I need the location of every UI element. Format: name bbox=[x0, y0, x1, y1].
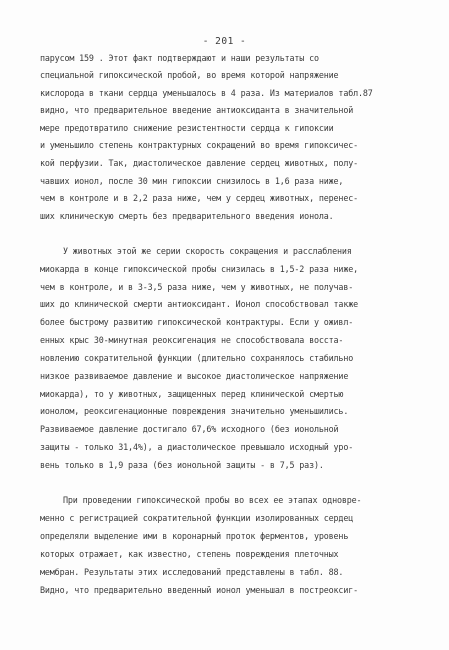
text-line: миокарда), то у животных, защищенных перед клинической смертью bbox=[40, 389, 344, 399]
text-line: ионолом, реоксигенационные повреждения значительно уменьшились. bbox=[40, 406, 349, 416]
text-line: низкое развиваемое давление и высокое диастолическое напряжение bbox=[40, 371, 349, 381]
text-line: чем в контроле и в 2,2 раза ниже, чем у сердец животных, перенес- bbox=[40, 193, 358, 203]
text-line: специальной гипоксической пробой, во время которой напряжение bbox=[40, 70, 339, 80]
text-line: ших клиническую смерть без предварительного введения ионола. bbox=[40, 211, 334, 221]
page-number: - 201 - bbox=[202, 36, 247, 47]
text-line: и уменьшило степень контрактурных сокращений во время гипоксичес- bbox=[40, 140, 358, 150]
text-line: защиты - только 31,4%), а диастолическое превышало исходный уро- bbox=[40, 442, 354, 452]
text-line: более быстрому развитию гипоксической контрактуры. Если у оживл- bbox=[40, 317, 354, 327]
text-line: новлению сократительной функции (длительно сохранялось стабильно bbox=[40, 353, 354, 363]
text-line: вень только в 1,9 раза (без ионольной защиты - в 7,5 раз). bbox=[40, 460, 324, 470]
text-line: мере предотвратило снижение резистентности сердца к гипоксии bbox=[40, 123, 334, 133]
text-line: кой перфузии. Так, диастолическое давление сердец животных, полу- bbox=[40, 158, 358, 168]
text-line: миокарда в конце гипоксической пробы снизилась в 1,5-2 раза ниже, bbox=[40, 264, 358, 274]
text-line: чавших ионол, после 30 мин гипоксии снизилось в 1,6 раза ниже, bbox=[40, 176, 344, 186]
text-line: менно с регистрацией сократительной функции изолированных сердец bbox=[40, 513, 354, 523]
text-line: При проведении гипоксической пробы во всех ее этапах одновре- bbox=[63, 495, 362, 505]
text-line: ших до клинической смерти антиоксидант. Ионол способствовал также bbox=[40, 299, 358, 309]
text-line: мембран. Результаты этих исследований представлены в табл. 88. bbox=[40, 567, 344, 577]
text-line: парусом 159 . Этот факт подтверждают и наши результаты со bbox=[40, 53, 319, 63]
text-line: У животных этой же серии скорость сокращения и расслабления bbox=[63, 246, 352, 256]
text-line: Развиваемое давление достигало 67,6% исходного (без ионольной bbox=[40, 424, 339, 434]
text-line: определяли выделение ими в коронарный проток ферментов, уровень bbox=[40, 531, 349, 541]
text-line: видно, что предварительное введение антиоксиданта в значительной bbox=[40, 105, 354, 115]
text-line: чем в контроле, и в 3-3,5 раза ниже, чем у животных, не получав- bbox=[40, 282, 354, 292]
text-line: которых отражает, как известно, степень повреждения плеточных bbox=[40, 549, 339, 559]
text-line: енных крыс 30-минутная реоксигенация не способствовала восста- bbox=[40, 335, 344, 345]
text-line: Видно, что предварительно введенный ионол уменьшал в постреоксиг- bbox=[40, 585, 358, 595]
text-line: кислорода в ткани сердца уменьшалось в 4 раза. Из материалов табл.87 bbox=[40, 88, 373, 98]
